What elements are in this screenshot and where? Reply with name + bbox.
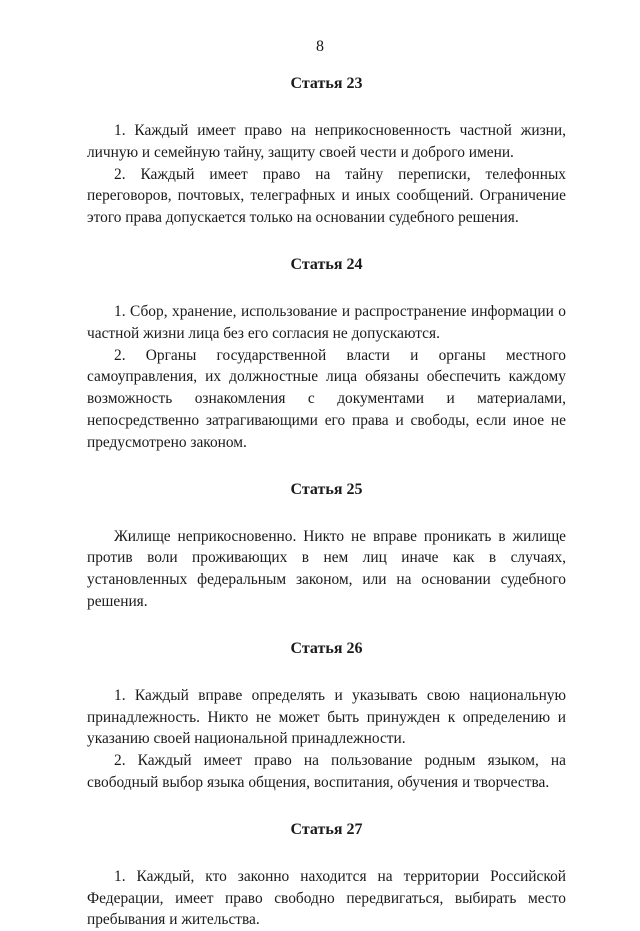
article-title: Статья 27: [290, 820, 363, 838]
article-paragraph: 1. Каждый имеет право на неприкосновенность частной жизни, личную и семейную тайну, защиту своей чести и доброго имени.: [87, 122, 566, 161]
document-body: [87, 74, 566, 931]
article-paragraph: 1. Каждый, кто законно находится на территории Российской Федерации, имеет право свободно передвигаться, выбирать место пребывания и жительства.: [87, 867, 566, 929]
article-25: [87, 480, 566, 613]
article-paragraph: 1. Каждый вправе определять и указывать свою национальную принадлежность. Никто не может быть принужден к определению и указанию своей национальной принадлежности.: [87, 686, 566, 748]
article-24: [87, 255, 566, 454]
article-title: Статья 25: [290, 480, 363, 498]
article-title: Статья 26: [290, 639, 363, 657]
page-number: 8: [316, 38, 324, 55]
article-title: Статья 24: [290, 255, 363, 273]
article-23: [87, 74, 566, 229]
article-paragraph: 1. Сбор, хранение, использование и распространение информации о частной жизни лица без его согласия не допускаются.: [87, 302, 566, 342]
article-27: [87, 820, 566, 931]
article-paragraph: 2. Каждый имеет право на тайну переписки, телефонных переговоров, почтовых, телеграфных и иных сообщений. Ограничение этого права допускается только на основании судебного решения.: [87, 165, 566, 227]
article-paragraph: 2. Каждый имеет право на пользование родным языком, на свободный выбор языка общения, воспитания, обучения и творчества.: [87, 752, 566, 791]
article-title: Статья 23: [290, 75, 363, 92]
article-paragraph: Жилище неприкосновенно. Никто не вправе проникать в жилище против воли проживающих в нем лиц иначе как в случаях, установленных федеральным законом, или на основании судебного решения.: [87, 527, 566, 610]
article-26: [87, 639, 566, 794]
article-paragraph: 2. Органы государственной власти и органы местного самоуправления, их должностные лица обязаны обеспечить каждому возможность ознакомления с документами и материалами, непосредственно затрагивающими его права и свободы, если иное не предусмотрено законом.: [87, 346, 566, 451]
